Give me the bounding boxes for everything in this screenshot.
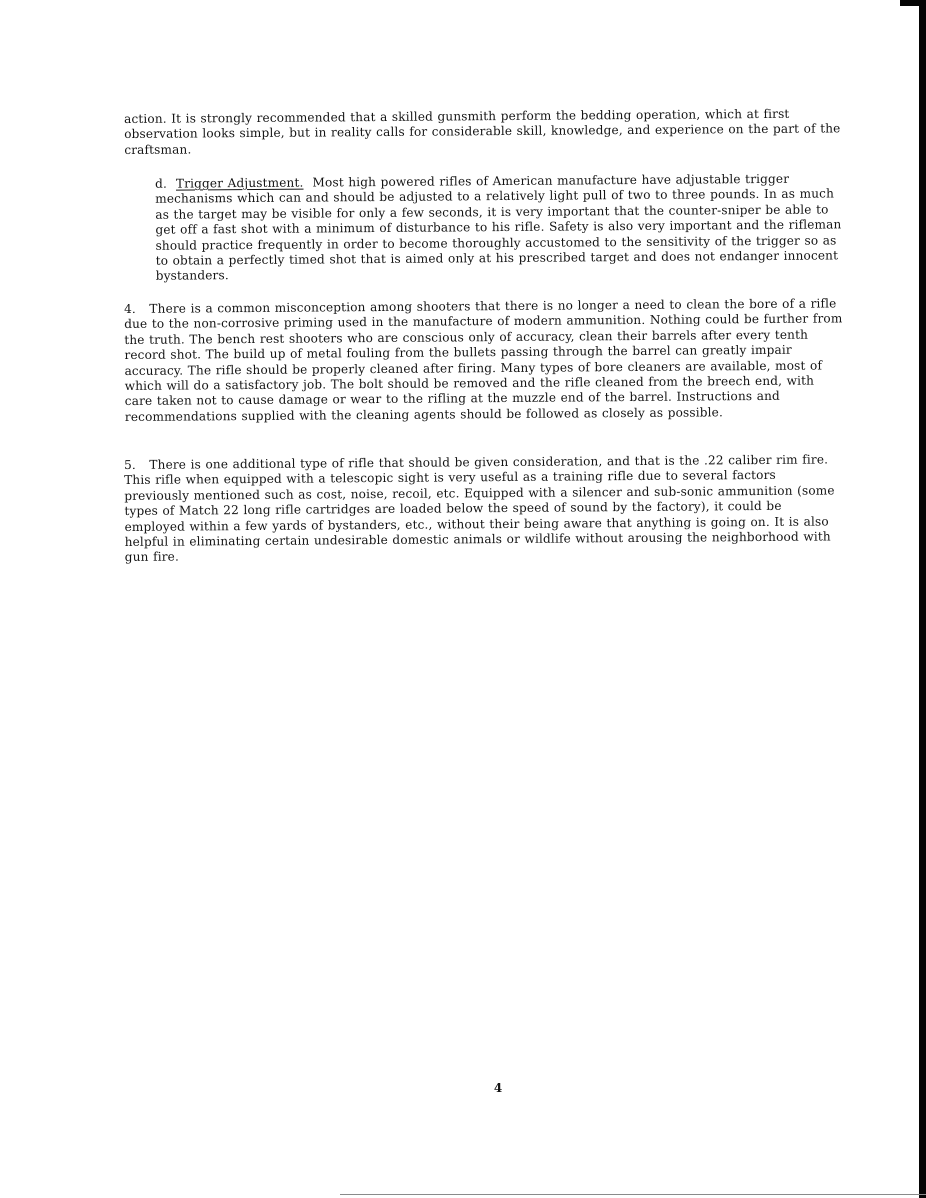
paragraph-5-number: 5. — [124, 457, 136, 472]
page-number: 4 — [493, 1081, 503, 1095]
section-d-heading: Trigger Adjustment. — [175, 175, 304, 191]
section-d-text: Most high powered rifles of American manufacture have adjustable trigger mechanisms which can and should be adjusted to a relatively light pull of two to three pounds. In as much as the target may be visible for only a few seconds, it is very important that the counter-sniper be able to get off a fast shot with a minimum of disturbance to his rifle. Safety is also very important and the rifleman should practice frequently in order to become thoroughly accustomed to the sensitivity of the trigger so as to obtain a perfectly timed shot that is aimed only at his prescribed target and does not endanger innocent bystanders. — [155, 171, 842, 284]
paragraph-4 — [124, 296, 845, 425]
section-d-block — [124, 171, 845, 284]
paragraph-4-block — [124, 296, 845, 425]
scan-edge-bottom — [340, 1194, 926, 1195]
paragraph-4-number: 4. — [124, 301, 136, 316]
paragraph-continuation-block — [124, 106, 844, 158]
paragraph-4-text: There is a common misconception among shooters that there is no longer a need to clean the bore of a rifle due to the non-corrosive priming used in the manufacture of modern ammunition. Nothing could be further from the truth. The bench rest shooters who are conscious only of accuracy, clean their barrels after every tenth record shot. The build up of metal fouling from the bullets passing through the barrel can greatly impair accuracy. The rifle should be properly cleaned after firing. Many types of bore cleaners are available, most of which will do a satisfactory job. The bolt should be removed and the rifle cleaned from the breech end, with care taken not to cause damage or wear to the rifling at the muzzle end of the barrel. Instructions and recommendations supplied with the cleaning agents should be followed as closely as possible. — [124, 296, 843, 424]
paragraph-continuation: action. It is strongly recommended that a skilled gunsmith perform the bedding operation, which at first observation looks simple, but in reality calls for considerable skill, knowledge, and experience on the part of the craftsman. — [124, 106, 841, 157]
paragraph-5-text: There is one additional type of rifle that should be given consideration, and that is the .22 caliber rim fire. This rifle when equipped with a telescopic sight is very useful as a training rifle due to several factors previously mentioned such as cost, noise, recoil, etc. Equipped with a silencer and sub-sonic ammunition (some types of Match 22 long rifle cartridges are loaded below the speed of sound by the factory), it could be employed within a few yards of bystanders, etc., without their being aware that anything is going on. It is also helpful in eliminating certain undesirable domestic animals or wildlife without arousing the neighborhood with gun fire. — [124, 452, 835, 565]
section-d-paragraph — [124, 171, 845, 284]
paragraph-5 — [124, 452, 845, 565]
paragraph-5-block — [124, 452, 845, 565]
scan-edge-right — [919, 0, 926, 1198]
section-d-label: d. — [154, 176, 167, 191]
